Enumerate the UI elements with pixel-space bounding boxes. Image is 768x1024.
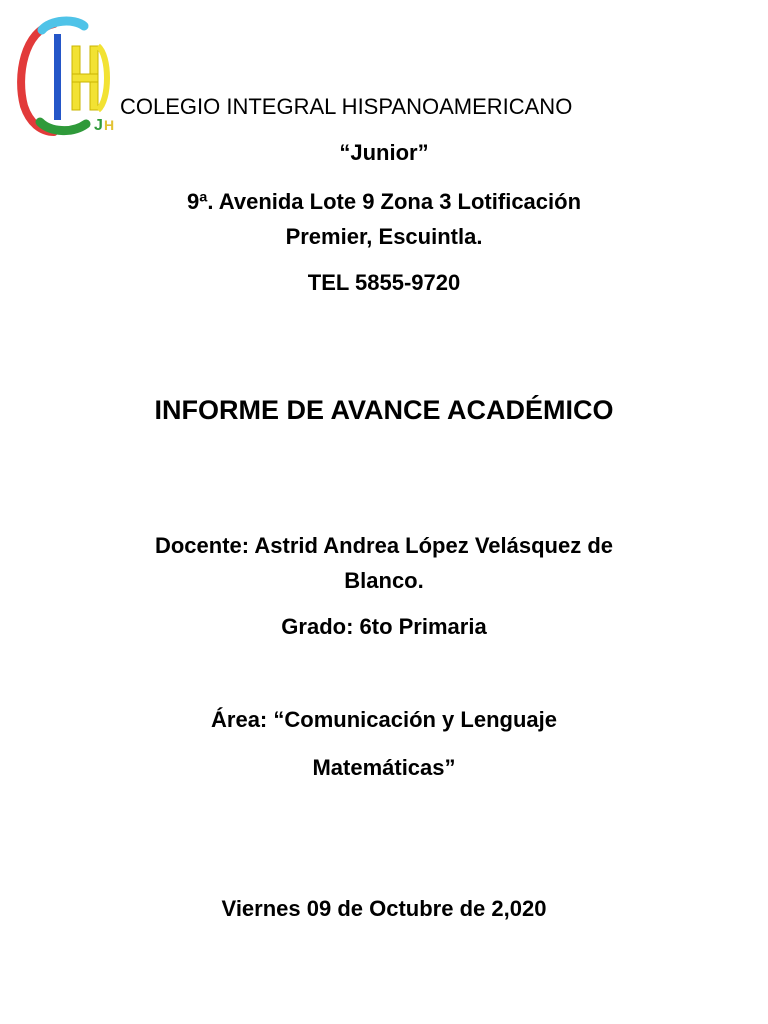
report-date: Viernes 09 de Octubre de 2,020 (221, 896, 547, 921)
area-line-2: Matemáticas” (312, 755, 456, 780)
teacher-line-2: Blanco. (344, 568, 424, 593)
phone-number: TEL 5855-9720 (307, 270, 461, 295)
grade-line: Grado: 6to Primaria (281, 614, 487, 639)
school-logo (14, 16, 118, 136)
teacher-line-1: Docente: Astrid Andrea López Velásquez de (154, 533, 614, 558)
svg-text:J: J (94, 117, 103, 134)
area-line-1: Área: “Comunicación y Lenguaje (211, 707, 557, 732)
address-line-1: 9ª. Avenida Lote 9 Zona 3 Lotificación (186, 189, 582, 214)
school-subtitle: “Junior” (339, 140, 429, 165)
school-name: COLEGIO INTEGRAL HISPANOAMERICANO (120, 94, 573, 119)
svg-text:H: H (104, 117, 115, 133)
report-title: INFORME DE AVANCE ACADÉMICO (154, 395, 614, 425)
address-line-2: Premier, Escuintla. (285, 224, 483, 249)
